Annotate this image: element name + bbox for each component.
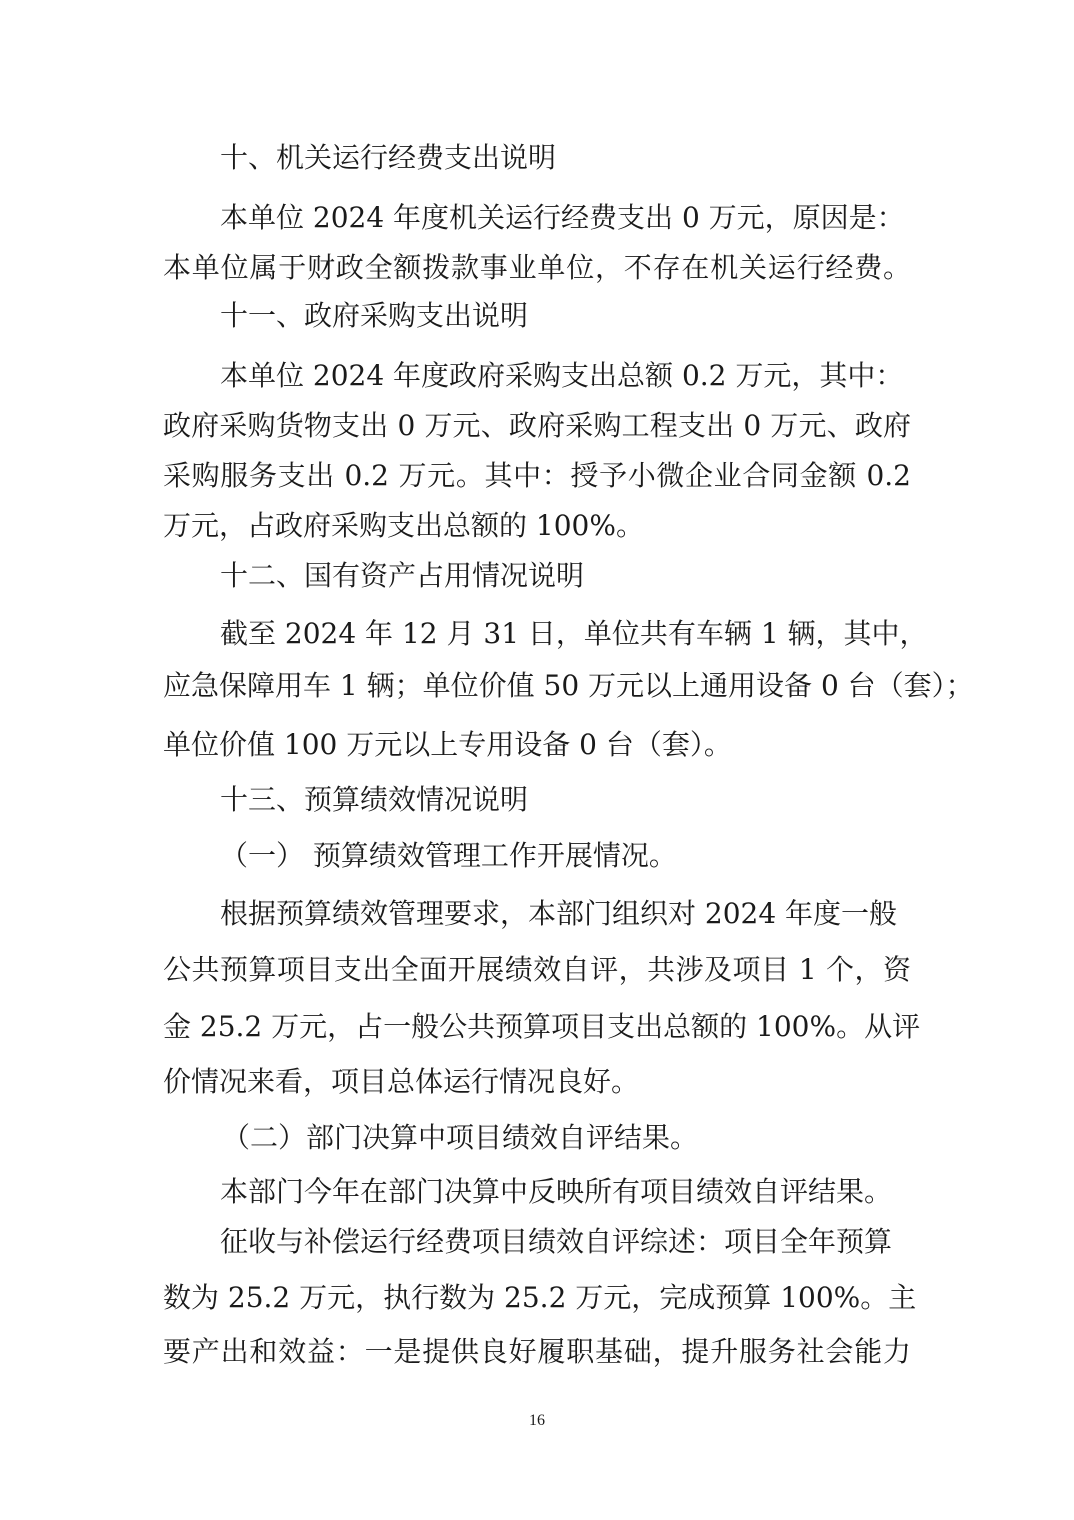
section-13-sub-1-line-3: 金 25.2 万元，占一般公共预算项目支出总额的 100%。从评 <box>163 1010 921 1043</box>
section-11-line-3: 采购服务支出 0.2 万元。其中：授予小微企业合同金额 0.2 <box>163 459 911 492</box>
section-13-sub-2-line-1: 本部门今年在部门决算中反映所有项目绩效自评结果。 <box>220 1175 893 1208</box>
section-13-sub-2-line-3: 数为 25.2 万元，执行数为 25.2 万元，完成预算 100%。主 <box>163 1281 917 1314</box>
section-12-line-1: 截至 2024 年 12 月 31 日，单位共有车辆 1 辆，其中， <box>220 617 928 650</box>
section-11-line-1: 本单位 2024 年度政府采购支出总额 0.2 万元，其中： <box>220 359 904 392</box>
section-12-line-3: 单位价值 100 万元以上专用设备 0 台（套）。 <box>163 728 732 761</box>
section-13-sub-1-line-4: 价情况来看，项目总体运行情况良好。 <box>163 1065 640 1098</box>
section-12-line-2: 应急保障用车 1 辆；单位价值 50 万元以上通用设备 0 台（套）； <box>163 669 974 702</box>
section-13-sub-2-line-4: 要产出和效益：一是提供良好履职基础，提升服务社会能力 <box>163 1335 911 1368</box>
section-11-heading: 十一、政府采购支出说明 <box>220 299 529 332</box>
section-11-line-2: 政府采购货物支出 0 万元、政府采购工程支出 0 万元、政府 <box>163 409 911 442</box>
section-13-sub-1-heading: （一） 预算绩效管理工作开展情况。 <box>220 839 677 872</box>
section-13-sub-1-line-2: 公共预算项目支出全面开展绩效自评，共涉及项目 1 个，资 <box>163 953 911 986</box>
section-13-sub-1-line-1: 根据预算绩效管理要求，本部门组织对 2024 年度一般 <box>220 897 898 930</box>
page-number: 16 <box>529 1412 545 1429</box>
section-10-heading: 十、机关运行经费支出说明 <box>220 141 557 174</box>
section-12-heading: 十二、国有资产占用情况说明 <box>220 559 585 592</box>
section-13-heading: 十三、预算绩效情况说明 <box>220 783 529 816</box>
section-13-sub-2-line-2: 征收与补偿运行经费项目绩效自评综述：项目全年预算 <box>220 1225 893 1258</box>
section-10-line-2: 本单位属于财政全额拨款事业单位，不存在机关运行经费。 <box>163 251 911 284</box>
section-10-line-1: 本单位 2024 年度机关运行经费支出 0 万元，原因是： <box>220 201 905 234</box>
section-11-line-4: 万元，占政府采购支出总额的 100%。 <box>163 509 644 542</box>
section-13-sub-2-heading: （二）部门决算中项目绩效自评结果。 <box>222 1121 699 1154</box>
